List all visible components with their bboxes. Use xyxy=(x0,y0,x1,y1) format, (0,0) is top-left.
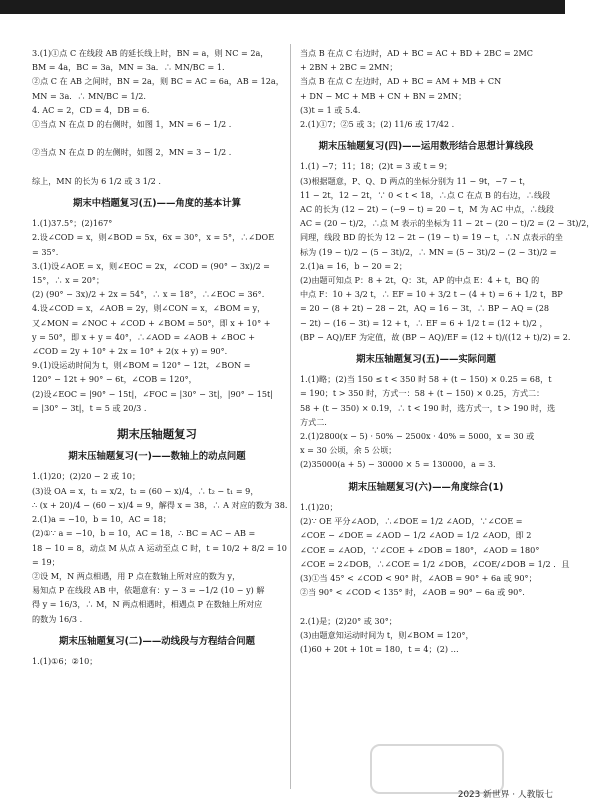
answer-line: 方式二. xyxy=(300,416,327,427)
answer-line: 3.(1)设∠AOE = x，则∠EOC = 2x，∠COD = (90° − 3x)/2 = xyxy=(32,260,270,271)
answer-line: = |30° − 3t|，t = 5 或 20/3 . xyxy=(32,402,147,413)
answer-line: = 19； xyxy=(32,556,60,567)
answer-line xyxy=(32,131,282,145)
answer-line: 4.设∠COD = x，∠AOB = 2y，则∠CON = x，∠BOM = y， xyxy=(32,303,266,314)
top-border-strip xyxy=(0,0,565,14)
right-column xyxy=(300,46,594,656)
answer-line: − 2t) − (16 − 3t) = 12 + t，∴ EF = 6 + 1/2 t = (12 + t)/2 ， xyxy=(300,317,548,328)
answer-line: MN = 3a．∴ MN/BC = 1/2. xyxy=(32,90,146,101)
answer-line: 3.(1)①点 C 在线段 AB 的延长线上时，BN = a，则 NC = 2a， xyxy=(32,48,269,58)
answer-line: 2.设∠COD = x，则∠BOD = 5x，6x = 30°，x = 5°，∴∠DOE xyxy=(32,232,275,243)
answer-line: (3)设 OA = x，t₁ = x/2，t₂ = (60 − x)/4，∴ t₂ − t₁ = 9， xyxy=(32,485,259,496)
answer-line xyxy=(32,160,282,174)
answer-line xyxy=(300,599,552,613)
answer-line: 11 − 2t，12 − 2t，∵ 0 < t < 18，∴点 C 在点 B 的右边，∴线段 xyxy=(300,189,551,200)
answer-line: (2)∵ OE 平分∠AOD，∴∠DOE = 1/2 ∠AOD，∵∠COE = xyxy=(300,516,523,527)
answer-line: 2.(1)a = 16，b − 20 = 2； xyxy=(300,260,407,271)
answer-line: AC = (20 − t)/2，∴点 M 表示的坐标为 11 − 2t − (20 − t)/2 = (2 − 3t)/2， xyxy=(300,218,594,229)
answer-line: ∠COD = 2y + 10° + 2x = 10° + 2(x + y) = 90°. xyxy=(32,346,228,357)
answer-line: 120° − 12t + 90° − 6t，∠COB = 120°， xyxy=(32,374,197,385)
answer-line: ②设 M，N 两点相遇，用 P 点在数轴上所对应的数为 y， xyxy=(32,570,241,581)
answer-line: 1.(1)20；(2)20 − 2 或 10； xyxy=(32,471,141,482)
section-heading: 期末压轴题复习(二)——动线段与方程结合问题 xyxy=(58,635,256,647)
answer-line: 18 − 10 = 8，动点 M 从点 A 运动至点 C 时，t = 10/2 + 8/2 = 10 xyxy=(32,542,287,553)
answer-line: (1)60 + 20t + 10t = 180，t = 4；(2) … xyxy=(300,643,459,654)
answer-line: ①当点 N 在点 D 的右侧时，如图 1，MN = 6 − 1/2 . xyxy=(32,119,232,130)
section-heading: 期末中档题复习(五)——角度的基本计算 xyxy=(73,198,241,210)
answer-line: ∴ (x + 20)/4 − (60 − x)/4 = 9，解得 x = 38，∴ A 对应的数为 38. xyxy=(32,499,288,510)
answer-line: 4. AC = 2，CD = 4，DB = 6. xyxy=(32,104,150,115)
answer-line: (3)由题意知运动时间为 t，则∠BOM = 120°， xyxy=(300,629,474,640)
answer-line: 的数为 16/3 . xyxy=(32,613,83,624)
answer-line: (2) (90° − 3x)/2 + 2x = 54°，∴ x = 18°，∴∠EOC = 36°. xyxy=(32,289,265,300)
answer-line: BM = 4a，BC = 3a，MN = 3a．∴ MN/BC = 1. xyxy=(32,62,225,73)
answer-line: 易知点 P 在线段 AB 中，依题意有：y − 3 = −1/2 (10 − y) 解 xyxy=(32,585,265,596)
answer-line: 2.(1)是；(2)20° 或 30°； xyxy=(300,615,397,626)
answer-line: 得 y = 16/3，∴ M，N 两点相遇时，相遇点 P 在数轴上所对应 xyxy=(32,599,263,610)
answer-line: = 20 − (8 + 2t) − 28 − 2t，AQ = 16 − 3t，∴ BP − AQ = (28 xyxy=(300,303,550,314)
answer-line: AC 的长为 (12 − 2t) − (−9 − t) = 20 − t，M 为 AC 中点，∴线段 xyxy=(300,204,554,215)
answer-line: 中点 F：10 + 3/2 t，∴ EF = 10 + 3/2 t − (4 + t) = 6 + 1/2 t，BP xyxy=(300,289,563,300)
answer-line: 又∠MON = ∠NOC + ∠COD + ∠BOM = 50°，即 x + 10° + xyxy=(32,317,271,328)
answer-line: (2)设∠EOC = |90° − 15t|，∠FOC = |30° − 3t|，|90° − 15t| xyxy=(32,388,274,399)
section-heading: 期末压轴题复习 xyxy=(117,427,197,442)
answer-line: 综上，MN 的长为 6 1/2 或 3 1/2 . xyxy=(32,175,161,186)
answer-line: (2)35000(a + 5) − 30000 × 5 = 130000，a = 3. xyxy=(300,459,496,470)
answer-line: ∠COE = ∠AOD，∵∠COE + ∠DOB = 180°，∠AOD = 180° xyxy=(300,544,540,555)
answer-line: 9.(1)设运动时间为 t，则∠BOM = 120° − 12t，∠BON = xyxy=(32,360,251,371)
section-heading: 期末压轴题复习(一)——数轴上的动点问题 xyxy=(68,451,246,463)
answer-line: (BP − AQ)/EF 为定值，故 (BP − AQ)/EF = (12 + t)/((12 + t)/2) = 2. xyxy=(300,331,571,342)
answer-line: ②点 C 在 AB 之间时，BN = 2a，则 BC = AC = 6a，AB = 12a， xyxy=(32,76,284,87)
answer-line: 1.(1)37.5°；(2)167° xyxy=(32,218,113,229)
column-divider xyxy=(290,44,291,789)
answer-line: = 35°. xyxy=(32,246,59,257)
answer-line: 1.(1) −7；11；18；(2)t = 3 或 t = 9； xyxy=(300,161,453,172)
page-footer: 2023 新世界 · 人教版七 xyxy=(457,790,553,800)
answer-line: 2.(1)①7；②5 或 3；(2) 11/6 或 17/42 . xyxy=(300,119,455,130)
answer-line: (2)由题可知点 P：8 + 2t，Q：3t，AP 的中点 E：4 + t，BQ 的 xyxy=(300,275,540,286)
answer-line: (3)t = 1 或 5.4. xyxy=(300,104,361,115)
answer-line: 2.(1)2800(x − 5) · 50% − 2500x · 40% = 5000，x = 30 或 xyxy=(300,431,535,442)
answer-line: 1.(1)略；(2)当 150 ≤ t < 350 时 58 + (t − 150) × 0.25 = 68，t xyxy=(300,374,552,385)
answer-line: ∠COE = 2∠DOB，∴∠COE = 1/2 ∠DOB，∠COE/∠DOB = 1/2 ．且 xyxy=(300,558,570,569)
answer-line: 同理，线段 BD 的长为 12 − 2t − (19 − t) = 19 − t，∴N 点表示的坐 xyxy=(300,232,563,243)
answer-line: ②当点 N 在点 D 的左侧时，如图 2，MN = 3 − 1/2 . xyxy=(32,147,232,158)
section-heading: 期末压轴题复习(六)——角度综合(1) xyxy=(348,481,504,493)
answer-line: y = 50°，即 x + y = 40°，∴∠AOD = ∠AOB + ∠BOC + xyxy=(32,331,256,342)
section-heading: 期末压轴题复习(五)——实际问题 xyxy=(356,354,496,366)
answer-line: 58 + (t − 350) × 0.19，∴ t < 190 时，选方式一，t > 190 时，选 xyxy=(300,402,556,413)
answer-line: 1.(1)20； xyxy=(300,501,338,512)
answer-line: 当点 B 在点 C 左边时，AD + BC = AM + MB + CN xyxy=(300,76,502,87)
answer-line: (3)①当 45° < ∠COD < 90° 时，∠AOB = 90° + 6a 或 90°； xyxy=(300,572,537,583)
answer-line: 2.(1)a = −10，b = 10，AC = 18； xyxy=(32,514,171,525)
answer-line: ②当 90° < ∠COD < 135° 时，∠AOB = 90° − 6a 或 90°. xyxy=(300,587,525,598)
answer-line: (3)根据题意，P、Q、D 两点的坐标分别为 11 − 9t，−7 − t， xyxy=(300,175,531,186)
left-column xyxy=(32,46,288,668)
answer-line: + 2BN + 2BC = 2MN； xyxy=(300,62,398,73)
answer-line: (2)①∵ a = −10，b = 10，AC = 18，∴ BC = AC − AB = xyxy=(32,528,256,539)
answer-line: 1.(1)①6；②10； xyxy=(32,655,98,666)
answer-line: 标为 (19 − t)/2 − (5 − 3t)/2，∴ MN = (5 − 3t)/2 − (2 − 3t)/2 = xyxy=(300,246,557,257)
section-heading: 期末压轴题复习(四)——运用数形结合思想计算线段 xyxy=(318,141,534,153)
answer-line: 当点 B 在点 C 右边时，AD + BC = AC + BD + 2BC = 2MC xyxy=(300,48,533,58)
answer-line: ∠COE − ∠DOE = ∠AOD − 1/2 ∠AOD = 1/2 ∠AOD，即 2 xyxy=(300,530,532,541)
answer-line: + DN − MC + MB + CN + BN = 2MN； xyxy=(300,90,467,101)
answer-line: x = 30 公顷，余 5 公顷； xyxy=(300,445,397,456)
answer-line: 15°，∴ x = 20°； xyxy=(32,275,105,286)
answer-line: = 190；t > 350 时，方式一：58 + (t − 150) × 0.25，方式二： xyxy=(300,388,545,399)
